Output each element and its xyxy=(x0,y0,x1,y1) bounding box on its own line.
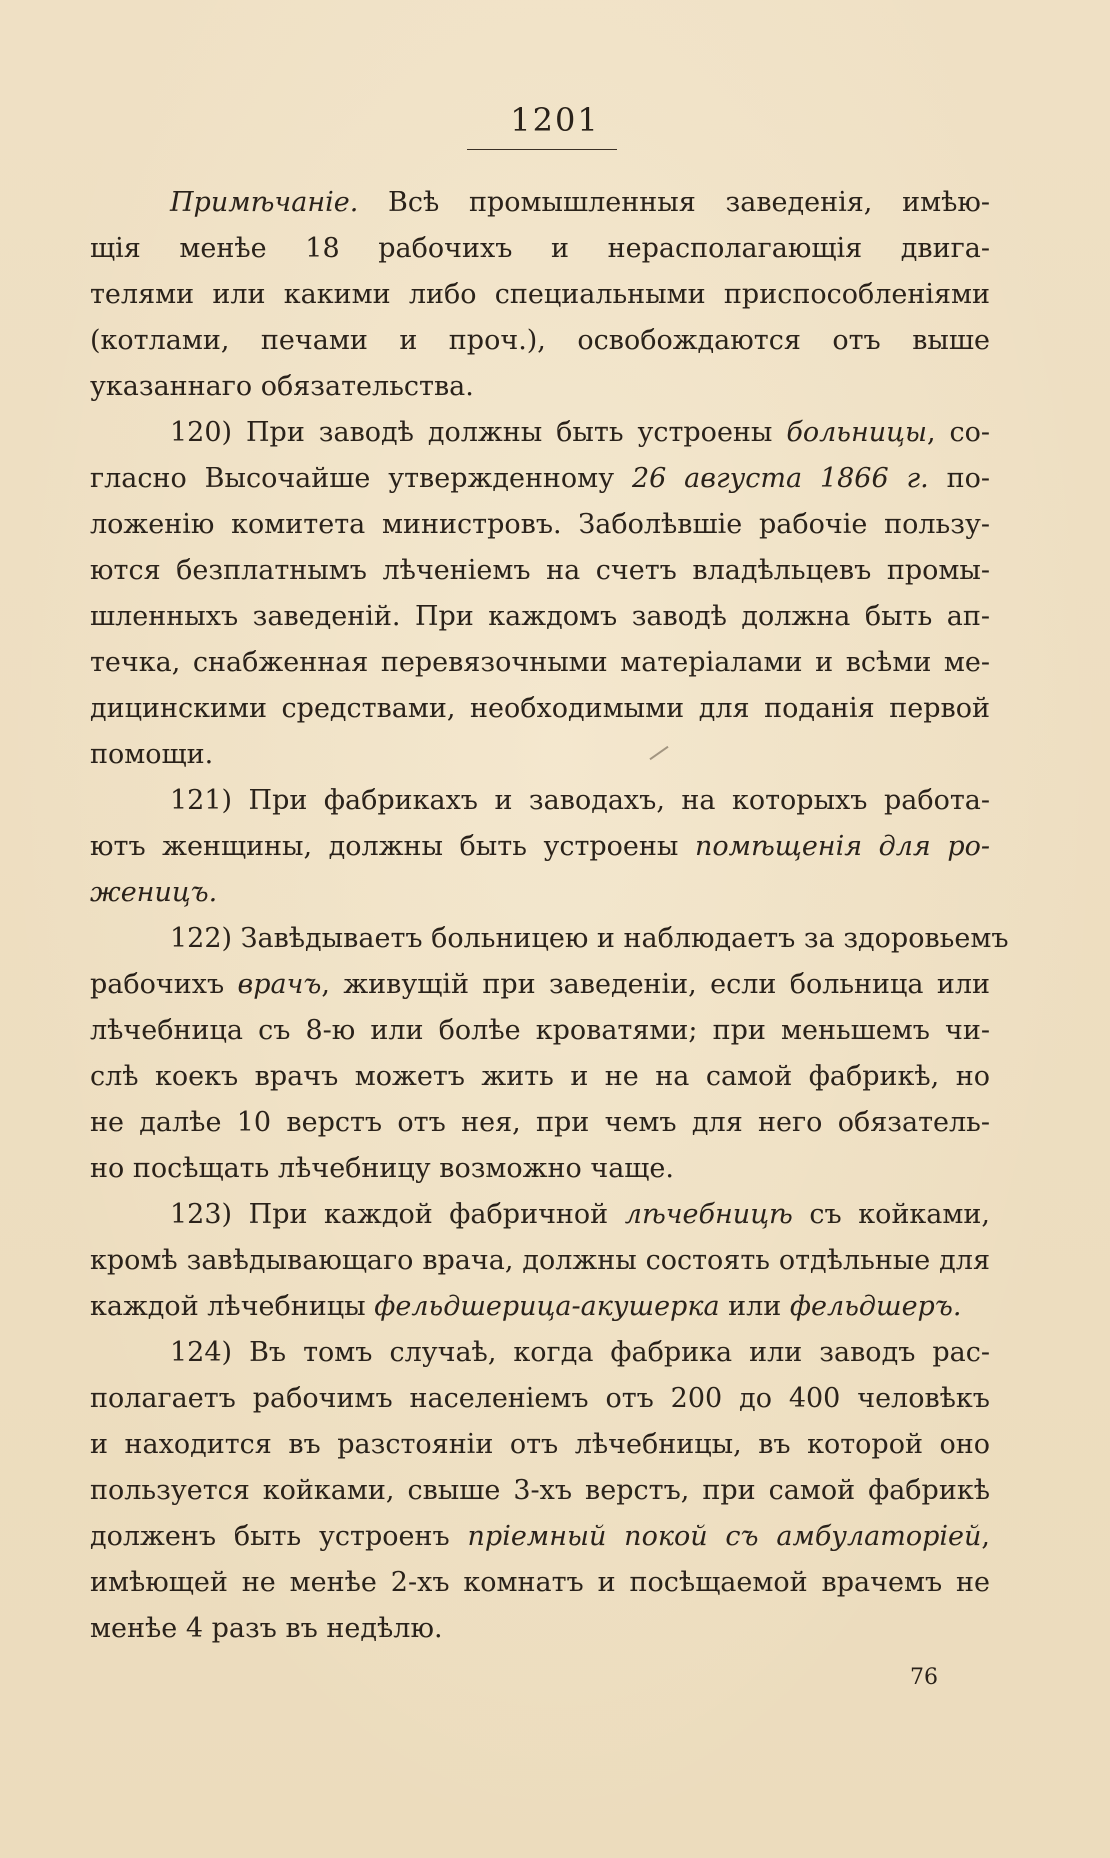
text-line xyxy=(90,272,990,318)
italic-run: помѣщенія для ро- xyxy=(694,831,990,862)
text-line xyxy=(90,1514,990,1560)
text-run: съ койками, xyxy=(792,1199,990,1230)
text-run: имѣющей не менѣе 2-хъ комнатъ и посѣщаемой врачемъ не xyxy=(90,1567,990,1598)
text-run: гласно Высочайше утвержденному xyxy=(90,463,632,494)
text-line xyxy=(90,640,990,686)
text-run: каждой лѣчебницы xyxy=(90,1291,375,1322)
text-line xyxy=(90,410,990,456)
text-run: , живущій при заведеніи, если больница или xyxy=(321,969,990,1000)
paragraph xyxy=(90,1192,990,1330)
text-line xyxy=(90,962,990,1008)
text-line xyxy=(90,1008,990,1054)
text-run: Всѣ промышленныя заведенія, имѣю- xyxy=(358,187,990,218)
italic-run: фельдшерица-акушерка xyxy=(374,1291,720,1322)
italic-run: врачъ xyxy=(237,969,322,1000)
text-line xyxy=(90,502,990,548)
text-run: 121) При фабрикахъ и заводахъ, на которыхъ работа- xyxy=(170,785,990,816)
text-line xyxy=(90,1146,990,1192)
italic-run: Примѣчаніе. xyxy=(170,187,359,218)
italic-run: больницы xyxy=(786,417,927,448)
text-run: телями или какими либо специальными приспособленіями xyxy=(90,279,990,310)
italic-run: лѣчебницѣ xyxy=(624,1199,793,1230)
text-run: ложенію комитета министровъ. Заболѣвшіе рабочіе пользу- xyxy=(90,509,990,540)
text-line xyxy=(90,1560,990,1606)
text-line xyxy=(90,1330,990,1376)
text-line xyxy=(90,1606,990,1652)
page-number: 1201 xyxy=(510,101,600,139)
text-run: течка, снабженная перевязочными матеріалами и всѣми ме- xyxy=(90,647,990,678)
text-run: 123) При каждой фабричной xyxy=(170,1199,625,1230)
text-run: по- xyxy=(928,463,990,494)
text-line xyxy=(90,594,990,640)
text-line xyxy=(90,364,990,410)
text-run: 122) Завѣдываетъ больницею и наблюдаетъ за здоровьемъ xyxy=(170,923,1009,954)
text-line xyxy=(90,1238,990,1284)
header-rule xyxy=(467,149,617,150)
text-run: или xyxy=(719,1291,790,1322)
text-run: долженъ быть устроенъ xyxy=(90,1521,468,1552)
text-line xyxy=(90,548,990,594)
text-run: менѣе 4 разъ въ недѣлю. xyxy=(90,1613,443,1644)
text-line xyxy=(90,1284,990,1330)
paragraph xyxy=(90,916,1009,1192)
text-line xyxy=(90,686,990,732)
text-line xyxy=(90,870,990,916)
text-run: , xyxy=(981,1521,990,1552)
text-line xyxy=(90,778,990,824)
paragraph xyxy=(90,1330,990,1652)
document-body xyxy=(90,180,1009,1652)
text-line xyxy=(90,1192,990,1238)
text-line xyxy=(90,916,1009,962)
text-line xyxy=(90,180,990,226)
text-run: слѣ коекъ врачъ можетъ жить и не на самой фабрикѣ, но xyxy=(90,1061,990,1092)
text-run: пользуется койками, свыше 3-хъ верстъ, при самой фабрикѣ xyxy=(90,1475,990,1506)
text-run: (котлами, печами и проч.), освобождаются отъ выше xyxy=(90,325,990,356)
text-line xyxy=(90,824,990,870)
text-run: щія менѣе 18 рабочихъ и нерасполагающія двига- xyxy=(90,233,990,264)
italic-run: фельдшеръ. xyxy=(789,1291,962,1322)
paragraph xyxy=(90,410,990,778)
text-run: 124) Въ томъ случаѣ, когда фабрика или заводъ рас- xyxy=(170,1337,990,1368)
italic-run: 26 августа 1866 г. xyxy=(631,463,929,494)
text-run: указаннаго обязательства. xyxy=(90,371,474,402)
text-run: но посѣщать лѣчебницу возможно чаще. xyxy=(90,1153,674,1184)
text-run: и находится въ разстояніи отъ лѣчебницы, въ которой оно xyxy=(90,1429,990,1460)
italic-run: женицъ. xyxy=(90,877,218,908)
text-line xyxy=(90,318,990,364)
text-run: дицинскими средствами, необходимыми для поданія первой xyxy=(90,693,990,724)
text-run: полагаетъ рабочимъ населеніемъ отъ 200 до 400 человѣкъ xyxy=(90,1383,990,1414)
text-line xyxy=(90,1468,990,1514)
text-run: ютъ женщины, должны быть устроены xyxy=(90,831,695,862)
text-run: лѣчебница съ 8-ю или болѣе кроватями; при меньшемъ чи- xyxy=(90,1015,990,1046)
text-line xyxy=(90,226,990,272)
text-run: ются безплатнымъ лѣченіемъ на счетъ владѣльцевъ промы- xyxy=(90,555,990,586)
text-line xyxy=(90,732,990,778)
text-run: рабочихъ xyxy=(90,969,238,1000)
text-line xyxy=(90,1054,990,1100)
paragraph xyxy=(90,778,990,916)
text-run: кромѣ завѣдывающаго врача, должны состоять отдѣльные для xyxy=(90,1245,990,1276)
text-run: 120) При заводѣ должны быть устроены xyxy=(170,417,787,448)
italic-run: пріемный покой съ амбулаторіей xyxy=(467,1521,982,1552)
text-line xyxy=(90,1100,990,1146)
text-run: не далѣе 10 верстъ отъ нея, при чемъ для него обязатель- xyxy=(90,1107,990,1138)
paragraph xyxy=(90,180,990,410)
text-run: , со- xyxy=(926,417,990,448)
text-line xyxy=(90,1376,990,1422)
text-line xyxy=(90,456,990,502)
text-run: шленныхъ заведеній. При каждомъ заводѣ должна быть ап- xyxy=(90,601,990,632)
text-run: помощи. xyxy=(90,739,214,770)
signature-mark: 76 xyxy=(910,1665,938,1690)
text-line xyxy=(90,1422,990,1468)
